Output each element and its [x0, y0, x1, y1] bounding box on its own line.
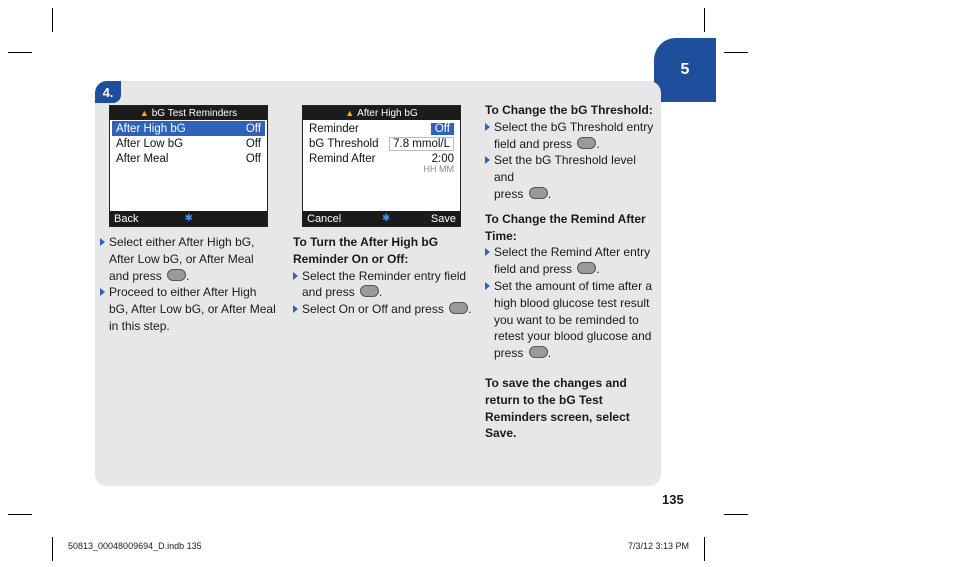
row-value: Off	[431, 123, 454, 135]
text-line: Select either After High bG,	[109, 235, 255, 249]
text-line: you want to be reminded to	[494, 312, 639, 327]
screen-title-bar	[303, 106, 460, 120]
row-label: bG Threshold	[309, 137, 379, 150]
text-line: in this step.	[109, 318, 170, 333]
text-line: After Low bG, or After Meal	[109, 251, 254, 266]
instruction-bullet	[293, 268, 473, 302]
text-fragment: press	[494, 346, 524, 361]
text-line: Reminders screen, select	[485, 409, 630, 424]
instructions-column-3	[485, 102, 657, 442]
row-label: After High bG	[116, 122, 186, 135]
text-line: field and press .	[494, 136, 600, 151]
section-heading: Reminder On or Off:	[293, 251, 409, 266]
crop-mark	[704, 537, 705, 561]
screen-footer	[303, 211, 460, 226]
row-label: After Low bG	[116, 137, 184, 150]
section-heading: To Change the bG Threshold:	[485, 103, 653, 117]
bell-icon: ▲	[345, 108, 355, 118]
text-line: Select the bG Threshold entry	[494, 119, 654, 134]
text-line: and press .	[302, 285, 383, 300]
bluetooth-icon: ✱	[381, 213, 391, 224]
page-number: 135	[662, 492, 684, 507]
save-button[interactable]: Save	[430, 212, 456, 225]
text-line: and press .	[109, 268, 190, 283]
instruction-bullet	[485, 119, 657, 153]
text-line: retest your blood glucose and	[494, 329, 652, 344]
menu-row-after-high[interactable]	[112, 121, 265, 136]
text-line: high blood glucose test result	[494, 295, 650, 310]
text-line: field and press .	[494, 262, 600, 277]
instruction-bullet	[485, 244, 657, 278]
ok-button-icon	[449, 302, 468, 314]
text-line: press .	[494, 186, 552, 201]
cancel-button[interactable]: Cancel	[307, 212, 342, 225]
section-heading: Time:	[485, 228, 517, 243]
row-value: 7.8 mmol/L	[389, 137, 454, 151]
row-label: After Meal	[116, 152, 169, 165]
text-fragment: and press	[302, 285, 355, 300]
ok-button-icon	[529, 346, 548, 358]
menu-row-after-meal[interactable]	[112, 151, 265, 166]
ok-button-icon	[360, 285, 379, 297]
instruction-bullet	[293, 301, 473, 318]
ok-button-icon	[529, 187, 548, 199]
crop-mark	[8, 52, 32, 53]
section-heading: To Turn the After High bG	[293, 235, 439, 249]
date-slug: 7/3/12 3:13 PM	[628, 541, 690, 551]
text-fragment: Select On or Off and press	[302, 302, 444, 317]
reminder-field[interactable]	[305, 121, 458, 136]
text-fragment: and press	[109, 268, 162, 283]
screen-title: After High bG	[357, 107, 418, 119]
crop-mark	[52, 8, 53, 32]
text-line: press .	[494, 346, 552, 361]
instruction-bullet	[485, 278, 657, 362]
bg-threshold-field[interactable]	[305, 136, 458, 151]
text-line: bG, After Low bG, or After Meal	[109, 302, 276, 317]
file-slug: 50813_00048009694_D.indb 135	[68, 541, 202, 551]
bluetooth-icon: ✱	[184, 213, 193, 224]
instruction-bullet	[485, 152, 657, 202]
text-line: Select the Reminder entry field	[302, 268, 467, 283]
crop-mark	[52, 537, 53, 561]
row-value: 2:00	[431, 152, 454, 165]
row-label: Reminder	[309, 122, 359, 135]
text-line: To save the changes and	[485, 375, 627, 390]
bell-icon: ▲	[139, 108, 149, 118]
text-line: Save.	[485, 426, 517, 441]
row-value: Off	[245, 137, 261, 150]
text-line: Select On or Off and press .	[302, 302, 472, 317]
screen-title-bar	[110, 106, 267, 120]
menu-row-after-low[interactable]	[112, 136, 265, 151]
crop-mark	[8, 514, 32, 515]
screen-title: bG Test Reminders	[151, 107, 238, 119]
ok-button-icon	[577, 137, 596, 149]
text-fragment: field and press	[494, 262, 573, 277]
text-fragment: field and press	[494, 136, 573, 151]
instructions-column-2	[293, 234, 473, 318]
chapter-tab	[654, 38, 716, 102]
text-line: Set the amount of time after a	[494, 278, 653, 293]
text-line: return to the bG Test	[485, 392, 603, 407]
step-badge: 4.	[95, 81, 121, 103]
section-heading: To Change the Remind After	[485, 211, 646, 226]
screen-footer	[110, 211, 267, 226]
ok-button-icon	[577, 262, 596, 274]
crop-mark	[724, 52, 748, 53]
time-format-hint: HH MM	[423, 164, 454, 174]
instruction-bullet	[100, 284, 280, 334]
row-value: Off	[245, 122, 261, 135]
crop-mark	[704, 8, 705, 32]
instruction-bullet	[100, 234, 280, 284]
meter-screen-reminders	[109, 105, 268, 227]
text-fragment: press	[494, 186, 524, 201]
instructions-column-1	[100, 234, 280, 335]
back-button[interactable]: Back	[114, 212, 139, 225]
meter-screen-after-high	[302, 105, 461, 227]
text-line: Set the bG Threshold level and	[494, 153, 636, 185]
row-label: Remind After	[309, 152, 376, 165]
text-line: Select the Remind After entry	[494, 245, 651, 260]
closing-instruction	[485, 375, 657, 442]
crop-mark	[724, 514, 748, 515]
text-line: Proceed to either After High	[109, 285, 257, 300]
row-value: Off	[245, 152, 261, 165]
ok-button-icon	[167, 269, 186, 281]
chapter-number: 5	[680, 61, 690, 78]
